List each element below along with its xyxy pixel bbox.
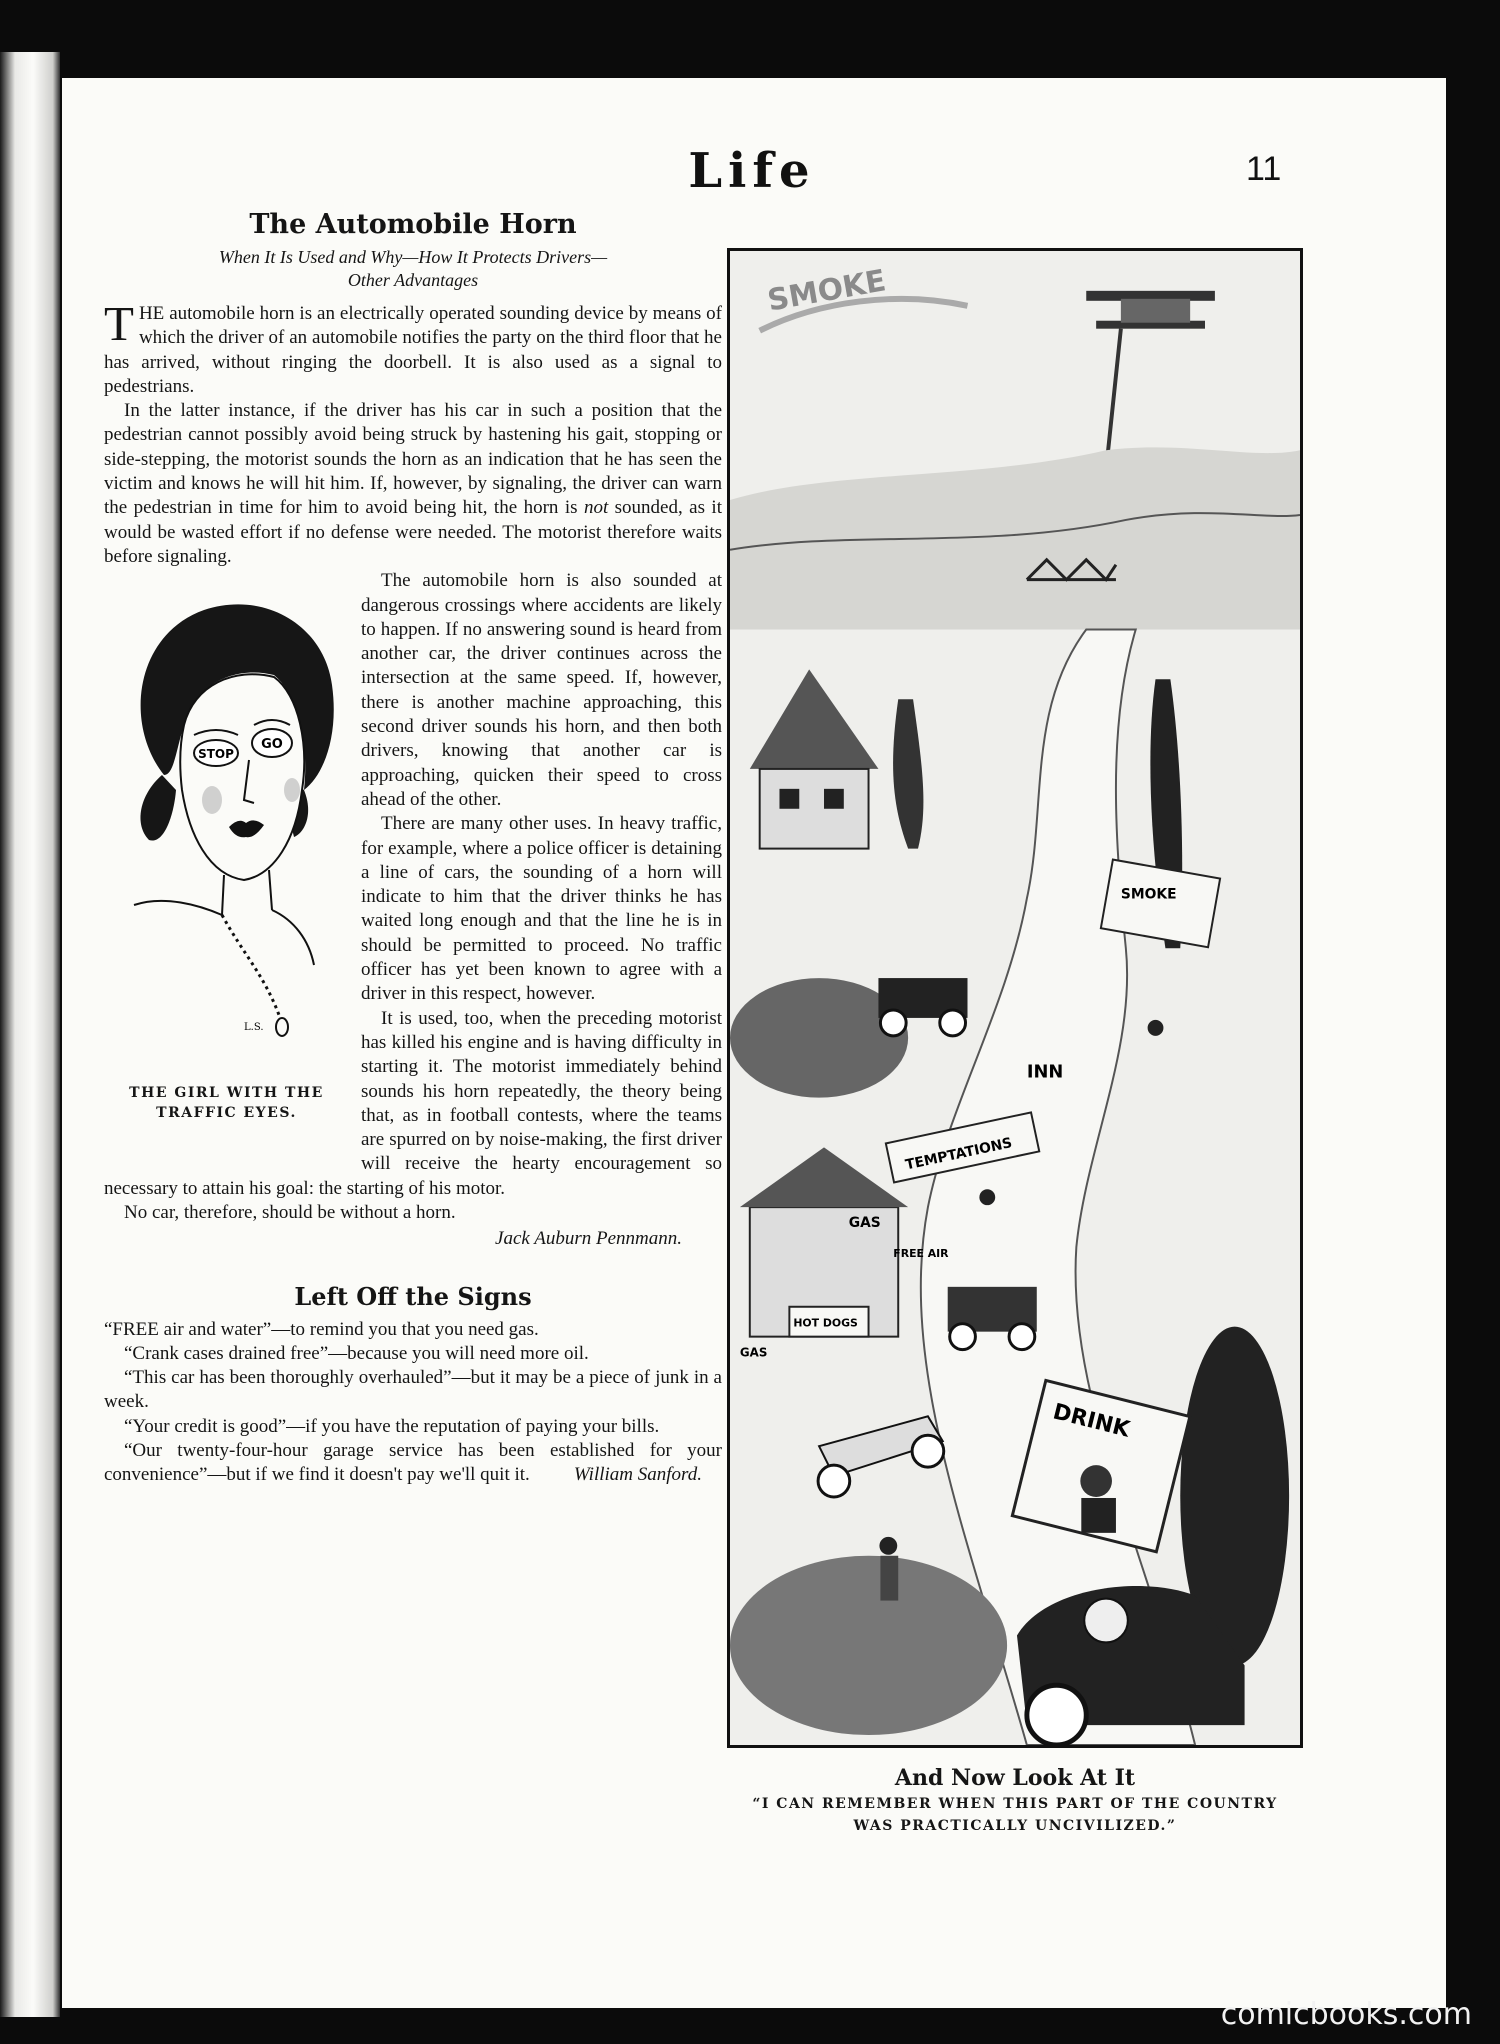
page-number: 11 <box>1246 150 1282 188</box>
paragraph-4: There are many other uses. In heavy traffic, for example, where a police officer is detaining a line of cars, the sounding of a horn will indicate to him that the driver thinks he has waited long enough and that the line he is in should be permitted to proceed. No traffic officer has yet been known to agree with a driver in this respect, however. <box>361 813 722 1005</box>
sign-item <box>104 1439 722 1488</box>
sign-item-text: “Our twenty-four-hour garage service has been established for your convenience”—but if we find it doesn't pay we'll quit it. <box>104 1440 722 1486</box>
portrait-caption <box>104 1083 349 1123</box>
subtitle-line-1: When It Is Used and Why—How It Protects Drivers— <box>218 247 608 267</box>
cartoon-caption-quote <box>727 1793 1303 1837</box>
caption-line-2: TRAFFIC EYES. <box>156 1105 297 1122</box>
subtitle-line-2: Other Advantages <box>347 270 479 290</box>
gas-sign-label: GAS <box>848 1215 881 1232</box>
article2-byline: William Sanford. <box>573 1464 702 1486</box>
paragraph-1 <box>104 296 722 399</box>
hot-dogs-label: HOT DOGS <box>793 1316 858 1330</box>
paragraph-2 <box>104 399 722 569</box>
sign-item: “Crank cases drained free”—because you will need more oil. <box>124 1342 589 1364</box>
caption-quote-line-1: “I CAN REMEMBER WHEN THIS PART OF THE COUNTRY <box>752 1796 1278 1812</box>
free-air-label: FREE AIR <box>893 1246 949 1260</box>
gas-sign-2-label: GAS <box>739 1345 768 1360</box>
paragraph-5: It is used, too, when the preceding motorist has killed his engine and is having difficulty in starting it. The motorist immediately behind sounds his horn repeatedly, the theory being that, as in football contests, where the teams are spurred on by noise-making, the first driver will receive the hearty encouragement so necessary to attain his goal: the starting of his motor. <box>104 1007 722 1199</box>
caption-line-1: THE GIRL WITH THE <box>129 1085 324 1102</box>
countryside-cartoon <box>727 248 1303 1748</box>
site-watermark: comicbooks.com <box>1220 1997 1472 2032</box>
cartoon-drawing <box>730 251 1300 1745</box>
drop-cap: T <box>104 296 134 351</box>
paragraph-1-text: HE automobile horn is an electrically operated sounding device by means of which the driver of an automobile notifies the party on the third floor that he has arrived, without ringing the doorbell. It is also used as a signal to pedestrians. <box>104 303 722 397</box>
temptations-label: TEMPTATIONS <box>904 1135 1014 1174</box>
drink-label: DRINK <box>1050 1399 1133 1443</box>
left-page-edge <box>0 52 60 2017</box>
paragraph-6: No car, therefore, should be without a horn. <box>124 1201 456 1223</box>
article2-title: Left Off the Signs <box>294 1281 532 1311</box>
article-subtitle <box>104 246 722 292</box>
cartoon-caption-title: And Now Look At It <box>894 1765 1136 1791</box>
emphasis-not: not <box>583 497 609 519</box>
sign-item: “Your credit is good”—if you have the reputation of paying your bills. <box>124 1415 660 1437</box>
paragraph-3: The automobile horn is also sounded at dangerous crossings where accidents are likely to happen. If no answering sound is heard from another car, the driver continues across the intersection at the same speed. If, however, there is another machine approaching, this second driver sounds his horn, and then both drivers, knowing that another car is approaching, quicken their speed to cross ahead of the other. <box>361 570 722 810</box>
left-column <box>104 208 722 1488</box>
caption-quote-line-2: WAS PRACTICALLY UNCIVILIZED.” <box>853 1818 1177 1834</box>
girl-portrait-drawing <box>104 575 344 1075</box>
smoke-billboard-label: SMOKE <box>1120 886 1177 903</box>
sign-item: “FREE air and water”—to remind you that you need gas. <box>104 1318 539 1340</box>
article-title: The Automobile Horn <box>249 209 577 240</box>
masthead: Life <box>688 143 816 199</box>
paragraph-2-end: sounded, as it would be wasted effort if no defense were needed. The motorist therefore waits before signaling. <box>104 497 722 567</box>
paragraph-2-start: In the latter instance, if the driver has his car in such a position that the pedestrian cannot possibly avoid being struck by hastening his gait, stopping or side-stepping, the motorist sounds the horn as an indication that he has seen the victim and knows he will hit him. If, however, by signaling, the driver can warn the pedestrian in time for him to avoid being hit, the horn is <box>104 400 722 519</box>
inn-sign-label: INN <box>1026 1061 1064 1083</box>
magazine-page <box>62 78 1446 2008</box>
go-eye-label: GO <box>261 737 283 753</box>
sign-item: “This car has been thoroughly overhauled”—but it may be a piece of junk in a week. <box>104 1367 722 1413</box>
article-byline: Jack Auburn Pennmann. <box>495 1228 682 1250</box>
artist-initials: L.S. <box>244 1022 264 1034</box>
portrait-illustration <box>104 575 349 1150</box>
smoke-skywriting: SMOKE <box>764 263 889 319</box>
stop-eye-label: STOP <box>198 747 234 762</box>
cartoon-caption <box>727 1763 1303 1837</box>
signs-list <box>104 1318 722 1488</box>
